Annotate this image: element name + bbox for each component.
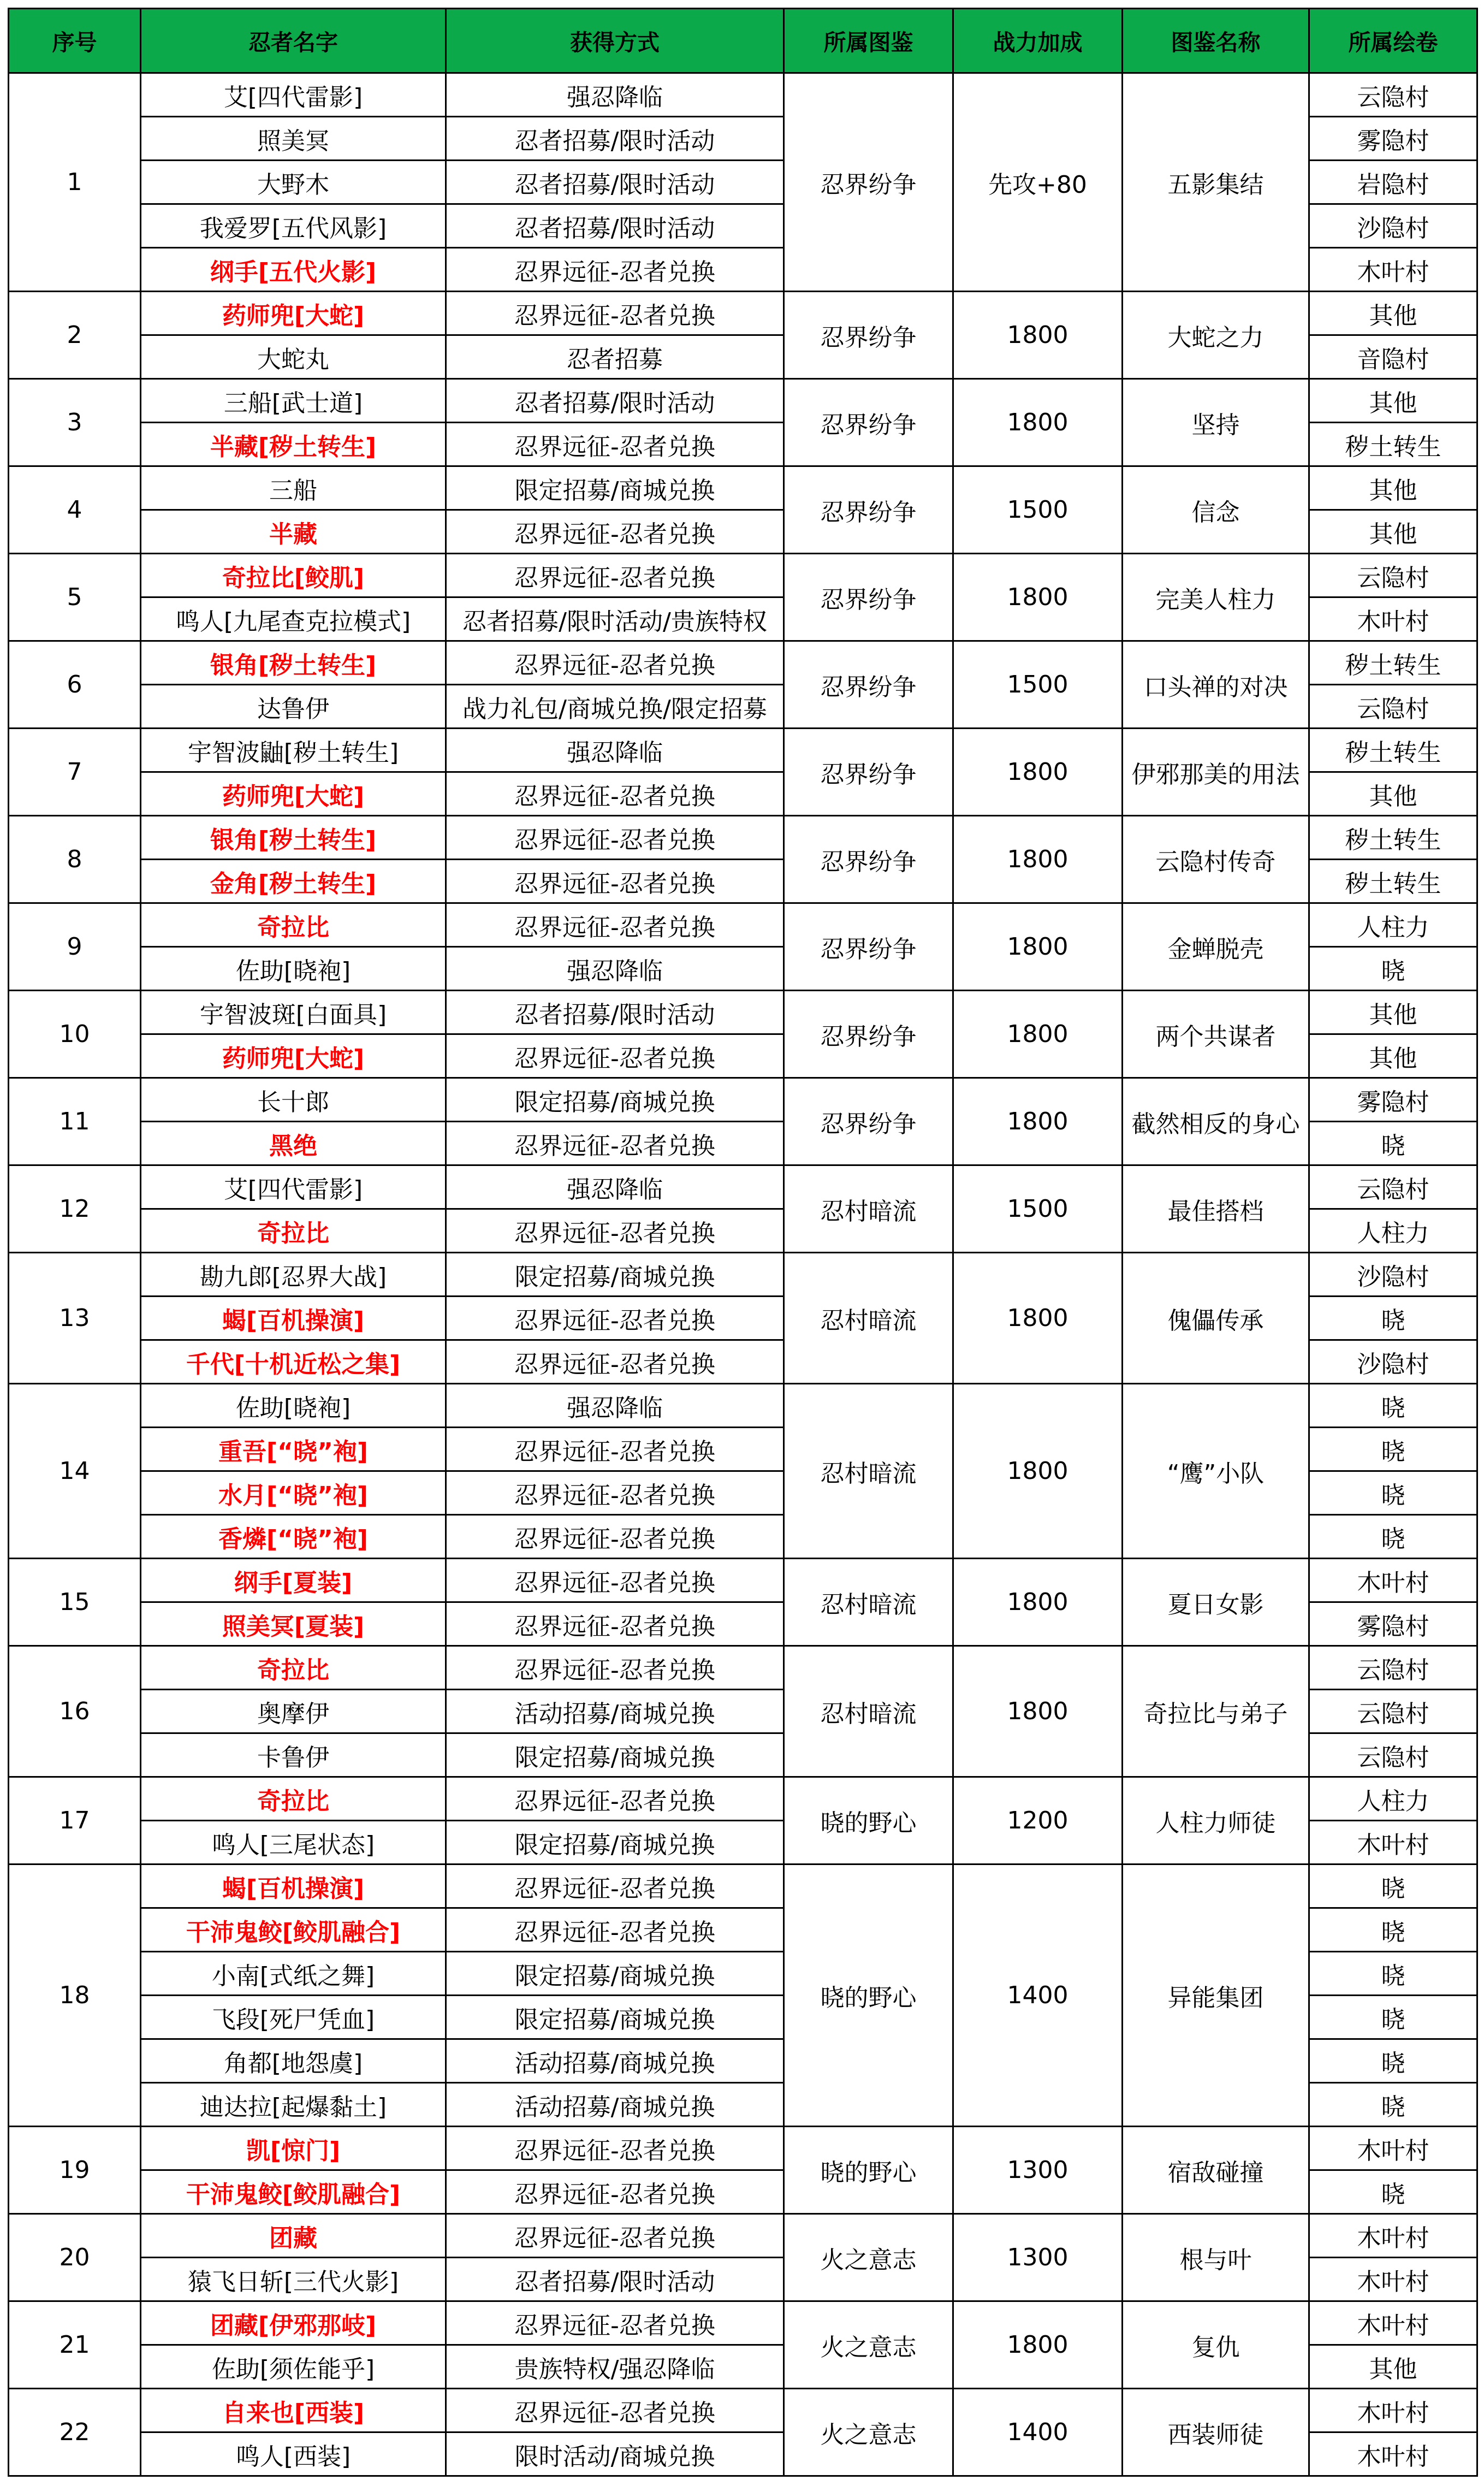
album: 忍界纷争 bbox=[784, 466, 953, 554]
album: 晓的野心 bbox=[784, 1864, 953, 2127]
scroll-faction: 木叶村 bbox=[1309, 248, 1477, 292]
ninja-name: 水月[“晓”袍] bbox=[141, 1471, 446, 1515]
album: 忍村暗流 bbox=[784, 1559, 953, 1646]
obtain-method: 忍者招募/限时活动 bbox=[446, 204, 784, 248]
obtain-method: 忍者招募/限时活动 bbox=[446, 161, 784, 204]
ninja-name: 艾[四代雷影] bbox=[141, 1165, 446, 1209]
table-row bbox=[9, 816, 1477, 860]
scroll-faction: 晓 bbox=[1309, 1908, 1477, 1952]
scroll-faction: 云隐村 bbox=[1309, 685, 1477, 729]
header-scroll: 所属绘卷 bbox=[1309, 9, 1477, 73]
ninja-name: 鸣人[西装] bbox=[141, 2432, 446, 2476]
row-index: 13 bbox=[9, 1253, 141, 1384]
obtain-method: 忍界远征-忍者兑换 bbox=[446, 816, 784, 860]
scroll-faction: 云隐村 bbox=[1309, 1690, 1477, 1733]
row-index: 11 bbox=[9, 1078, 141, 1165]
scroll-faction: 雾隐村 bbox=[1309, 117, 1477, 161]
ninja-name: 宇智波鼬[秽土转生] bbox=[141, 729, 446, 772]
ninja-name: 香燐[“晓”袍] bbox=[141, 1515, 446, 1559]
scroll-faction: 晓 bbox=[1309, 1122, 1477, 1165]
ninja-name: 干沛鬼鲛[鲛肌融合] bbox=[141, 2170, 446, 2214]
obtain-method: 忍界远征-忍者兑换 bbox=[446, 2170, 784, 2214]
obtain-method: 忍界远征-忍者兑换 bbox=[446, 903, 784, 947]
obtain-method: 忍界远征-忍者兑换 bbox=[446, 1777, 784, 1821]
obtain-method: 忍界远征-忍者兑换 bbox=[446, 1209, 784, 1253]
scroll-faction: 岩隐村 bbox=[1309, 161, 1477, 204]
album: 忍村暗流 bbox=[784, 1384, 953, 1559]
row-index: 16 bbox=[9, 1646, 141, 1777]
scroll-faction: 木叶村 bbox=[1309, 2432, 1477, 2476]
ninja-name: 鸣人[九尾查克拉模式] bbox=[141, 597, 446, 641]
table-row bbox=[9, 2214, 1477, 2258]
album-name: 信念 bbox=[1123, 466, 1309, 554]
scroll-faction: 木叶村 bbox=[1309, 2301, 1477, 2345]
obtain-method: 忍界远征-忍者兑换 bbox=[446, 1908, 784, 1952]
ninja-name: 半藏 bbox=[141, 510, 446, 554]
album: 忍界纷争 bbox=[784, 903, 953, 991]
obtain-method: 忍界远征-忍者兑换 bbox=[446, 1340, 784, 1384]
power-bonus: 1500 bbox=[953, 1165, 1123, 1253]
album: 忍界纷争 bbox=[784, 816, 953, 903]
album: 晓的野心 bbox=[784, 2127, 953, 2214]
ninja-album-table bbox=[8, 8, 1478, 2477]
scroll-faction: 木叶村 bbox=[1309, 597, 1477, 641]
scroll-faction: 木叶村 bbox=[1309, 2258, 1477, 2301]
table-row bbox=[9, 73, 1477, 117]
power-bonus: 1200 bbox=[953, 1777, 1123, 1864]
album-name: 宿敌碰撞 bbox=[1123, 2127, 1309, 2214]
row-index: 22 bbox=[9, 2389, 141, 2476]
album: 忍界纷争 bbox=[784, 729, 953, 816]
ninja-name: 宇智波斑[白面具] bbox=[141, 991, 446, 1034]
row-index: 19 bbox=[9, 2127, 141, 2214]
obtain-method: 限定招募/商城兑换 bbox=[446, 1996, 784, 2039]
album-name: 坚持 bbox=[1123, 379, 1309, 466]
obtain-method: 忍界远征-忍者兑换 bbox=[446, 2214, 784, 2258]
ninja-name: 三船[武士道] bbox=[141, 379, 446, 423]
obtain-method: 忍者招募/限时活动 bbox=[446, 991, 784, 1034]
album: 忍界纷争 bbox=[784, 73, 953, 292]
row-index: 2 bbox=[9, 292, 141, 379]
album-name: 云隐村传奇 bbox=[1123, 816, 1309, 903]
ninja-name: 蝎[百机操演] bbox=[141, 1297, 446, 1340]
ninja-name: 银角[秽土转生] bbox=[141, 641, 446, 685]
scroll-faction: 秽土转生 bbox=[1309, 860, 1477, 903]
album: 忍界纷争 bbox=[784, 379, 953, 466]
power-bonus: 1800 bbox=[953, 1253, 1123, 1384]
ninja-name: 角都[地怨虞] bbox=[141, 2039, 446, 2083]
ninja-name: 照美冥[夏装] bbox=[141, 1602, 446, 1646]
obtain-method: 活动招募/商城兑换 bbox=[446, 2039, 784, 2083]
header-album: 所属图鉴 bbox=[784, 9, 953, 73]
scroll-faction: 人柱力 bbox=[1309, 1777, 1477, 1821]
power-bonus: 1800 bbox=[953, 1078, 1123, 1165]
ninja-name: 金角[秽土转生] bbox=[141, 860, 446, 903]
ninja-name: 干沛鬼鲛[鲛肌融合] bbox=[141, 1908, 446, 1952]
scroll-faction: 秽土转生 bbox=[1309, 641, 1477, 685]
album: 忍村暗流 bbox=[784, 1646, 953, 1777]
ninja-name: 奇拉比 bbox=[141, 1646, 446, 1690]
row-index: 6 bbox=[9, 641, 141, 729]
album-name: 最佳搭档 bbox=[1123, 1165, 1309, 1253]
table-header bbox=[9, 9, 1477, 73]
album-name: 口头禅的对决 bbox=[1123, 641, 1309, 729]
ninja-name: 佐助[晓袍] bbox=[141, 1384, 446, 1428]
power-bonus: 1300 bbox=[953, 2127, 1123, 2214]
power-bonus: 1800 bbox=[953, 1646, 1123, 1777]
scroll-faction: 秽土转生 bbox=[1309, 729, 1477, 772]
album: 晓的野心 bbox=[784, 1777, 953, 1864]
album: 忍界纷争 bbox=[784, 991, 953, 1078]
table-row bbox=[9, 1078, 1477, 1122]
album-name: 异能集团 bbox=[1123, 1864, 1309, 2127]
table-row bbox=[9, 379, 1477, 423]
obtain-method: 忍界远征-忍者兑换 bbox=[446, 510, 784, 554]
scroll-faction: 云隐村 bbox=[1309, 554, 1477, 597]
power-bonus: 1800 bbox=[953, 816, 1123, 903]
album: 火之意志 bbox=[784, 2301, 953, 2389]
row-index: 9 bbox=[9, 903, 141, 991]
row-index: 3 bbox=[9, 379, 141, 466]
ninja-name: 照美冥 bbox=[141, 117, 446, 161]
scroll-faction: 晓 bbox=[1309, 1471, 1477, 1515]
obtain-method: 强忍降临 bbox=[446, 729, 784, 772]
ninja-name: 自来也[西装] bbox=[141, 2389, 446, 2432]
scroll-faction: 沙隐村 bbox=[1309, 1253, 1477, 1297]
ninja-name: 奇拉比 bbox=[141, 1777, 446, 1821]
scroll-faction: 晓 bbox=[1309, 1297, 1477, 1340]
row-index: 12 bbox=[9, 1165, 141, 1253]
scroll-faction: 木叶村 bbox=[1309, 1821, 1477, 1864]
ninja-name: 药师兜[大蛇] bbox=[141, 292, 446, 335]
power-bonus: 1800 bbox=[953, 2301, 1123, 2389]
scroll-faction: 人柱力 bbox=[1309, 903, 1477, 947]
ninja-name: 大野木 bbox=[141, 161, 446, 204]
scroll-faction: 晓 bbox=[1309, 2039, 1477, 2083]
ninja-name: 迪达拉[起爆黏土] bbox=[141, 2083, 446, 2127]
ninja-name: 勘九郎[忍界大战] bbox=[141, 1253, 446, 1297]
ninja-name: 佐助[晓袍] bbox=[141, 947, 446, 991]
scroll-faction: 晓 bbox=[1309, 2170, 1477, 2214]
obtain-method: 忍界远征-忍者兑换 bbox=[446, 772, 784, 816]
obtain-method: 忍界远征-忍者兑换 bbox=[446, 248, 784, 292]
obtain-method: 限定招募/商城兑换 bbox=[446, 1253, 784, 1297]
row-index: 4 bbox=[9, 466, 141, 554]
row-index: 8 bbox=[9, 816, 141, 903]
obtain-method: 忍界远征-忍者兑换 bbox=[446, 1559, 784, 1602]
album-name: 夏日女影 bbox=[1123, 1559, 1309, 1646]
album: 火之意志 bbox=[784, 2214, 953, 2301]
scroll-faction: 其他 bbox=[1309, 466, 1477, 510]
obtain-method: 忍界远征-忍者兑换 bbox=[446, 1471, 784, 1515]
album-name: 奇拉比与弟子 bbox=[1123, 1646, 1309, 1777]
scroll-faction: 晓 bbox=[1309, 1428, 1477, 1471]
table-row bbox=[9, 1646, 1477, 1690]
table-row bbox=[9, 1777, 1477, 1821]
scroll-faction: 其他 bbox=[1309, 2345, 1477, 2389]
power-bonus: 1800 bbox=[953, 729, 1123, 816]
table-row bbox=[9, 466, 1477, 510]
obtain-method: 强忍降临 bbox=[446, 73, 784, 117]
album: 忍界纷争 bbox=[784, 292, 953, 379]
scroll-faction: 雾隐村 bbox=[1309, 1078, 1477, 1122]
table-row bbox=[9, 292, 1477, 335]
obtain-method: 忍界远征-忍者兑换 bbox=[446, 2389, 784, 2432]
ninja-name: 黑绝 bbox=[141, 1122, 446, 1165]
album-name: 根与叶 bbox=[1123, 2214, 1309, 2301]
scroll-faction: 木叶村 bbox=[1309, 2389, 1477, 2432]
table-row bbox=[9, 2301, 1477, 2345]
row-index: 1 bbox=[9, 73, 141, 292]
obtain-method: 忍界远征-忍者兑换 bbox=[446, 860, 784, 903]
table-row bbox=[9, 554, 1477, 597]
scroll-faction: 沙隐村 bbox=[1309, 1340, 1477, 1384]
album-name: 西装师徒 bbox=[1123, 2389, 1309, 2476]
album-name: 人柱力师徒 bbox=[1123, 1777, 1309, 1864]
obtain-method: 限定招募/商城兑换 bbox=[446, 1952, 784, 1996]
row-index: 21 bbox=[9, 2301, 141, 2389]
table-row bbox=[9, 729, 1477, 772]
obtain-method: 忍界远征-忍者兑换 bbox=[446, 1428, 784, 1471]
obtain-method: 忍界远征-忍者兑换 bbox=[446, 2301, 784, 2345]
ninja-name: 长十郎 bbox=[141, 1078, 446, 1122]
album: 忍界纷争 bbox=[784, 641, 953, 729]
table-row bbox=[9, 2389, 1477, 2432]
row-index: 5 bbox=[9, 554, 141, 641]
power-bonus: 1400 bbox=[953, 1864, 1123, 2127]
obtain-method: 忍界远征-忍者兑换 bbox=[446, 1864, 784, 1908]
album: 忍村暗流 bbox=[784, 1165, 953, 1253]
obtain-method: 忍者招募/限时活动 bbox=[446, 117, 784, 161]
row-index: 17 bbox=[9, 1777, 141, 1864]
ninja-name: 奥摩伊 bbox=[141, 1690, 446, 1733]
scroll-faction: 雾隐村 bbox=[1309, 1602, 1477, 1646]
power-bonus: 1800 bbox=[953, 903, 1123, 991]
scroll-faction: 晓 bbox=[1309, 2083, 1477, 2127]
obtain-method: 忍界远征-忍者兑换 bbox=[446, 2127, 784, 2170]
album-name: 金蝉脱壳 bbox=[1123, 903, 1309, 991]
scroll-faction: 晓 bbox=[1309, 947, 1477, 991]
ninja-name: 小南[式纸之舞] bbox=[141, 1952, 446, 1996]
header-power-bonus: 战力加成 bbox=[953, 9, 1123, 73]
scroll-faction: 秽土转生 bbox=[1309, 423, 1477, 466]
obtain-method: 忍界远征-忍者兑换 bbox=[446, 1602, 784, 1646]
scroll-faction: 晓 bbox=[1309, 1996, 1477, 2039]
album-name: 截然相反的身心 bbox=[1123, 1078, 1309, 1165]
scroll-faction: 云隐村 bbox=[1309, 1165, 1477, 1209]
ninja-name: 纲手[五代火影] bbox=[141, 248, 446, 292]
ninja-name: 奇拉比 bbox=[141, 1209, 446, 1253]
album-name: 五影集结 bbox=[1123, 73, 1309, 292]
scroll-faction: 其他 bbox=[1309, 510, 1477, 554]
scroll-faction: 其他 bbox=[1309, 379, 1477, 423]
scroll-faction: 音隐村 bbox=[1309, 335, 1477, 379]
album-name: 伊邪那美的用法 bbox=[1123, 729, 1309, 816]
ninja-name: 药师兜[大蛇] bbox=[141, 772, 446, 816]
ninja-name: 奇拉比[鲛肌] bbox=[141, 554, 446, 597]
obtain-method: 战力礼包/商城兑换/限定招募 bbox=[446, 685, 784, 729]
ninja-name: 达鲁伊 bbox=[141, 685, 446, 729]
obtain-method: 忍者招募/限时活动 bbox=[446, 2258, 784, 2301]
obtain-method: 强忍降临 bbox=[446, 947, 784, 991]
ninja-name: 半藏[秽土转生] bbox=[141, 423, 446, 466]
obtain-method: 忍界远征-忍者兑换 bbox=[446, 1034, 784, 1078]
obtain-method: 忍界远征-忍者兑换 bbox=[446, 554, 784, 597]
header-album-name: 图鉴名称 bbox=[1123, 9, 1309, 73]
ninja-name: 银角[秽土转生] bbox=[141, 816, 446, 860]
ninja-name: 重吾[“晓”袍] bbox=[141, 1428, 446, 1471]
header-obtain-method: 获得方式 bbox=[446, 9, 784, 73]
power-bonus: 1800 bbox=[953, 1559, 1123, 1646]
power-bonus: 1500 bbox=[953, 641, 1123, 729]
obtain-method: 忍者招募 bbox=[446, 335, 784, 379]
album-name: “鹰”小队 bbox=[1123, 1384, 1309, 1559]
album-name: 两个共谋者 bbox=[1123, 991, 1309, 1078]
obtain-method: 忍界远征-忍者兑换 bbox=[446, 1515, 784, 1559]
scroll-faction: 晓 bbox=[1309, 1515, 1477, 1559]
album: 忍界纷争 bbox=[784, 1078, 953, 1165]
scroll-faction: 云隐村 bbox=[1309, 1646, 1477, 1690]
obtain-method: 忍界远征-忍者兑换 bbox=[446, 1122, 784, 1165]
ninja-name: 千代[十机近松之集] bbox=[141, 1340, 446, 1384]
scroll-faction: 其他 bbox=[1309, 1034, 1477, 1078]
table-row bbox=[9, 2127, 1477, 2170]
table-row bbox=[9, 1864, 1477, 1908]
ninja-name: 团藏 bbox=[141, 2214, 446, 2258]
scroll-faction: 木叶村 bbox=[1309, 1559, 1477, 1602]
scroll-faction: 人柱力 bbox=[1309, 1209, 1477, 1253]
header-index: 序号 bbox=[9, 9, 141, 73]
scroll-faction: 晓 bbox=[1309, 1952, 1477, 1996]
obtain-method: 忍界远征-忍者兑换 bbox=[446, 641, 784, 685]
ninja-name: 佐助[须佐能乎] bbox=[141, 2345, 446, 2389]
row-index: 7 bbox=[9, 729, 141, 816]
ninja-name: 凯[惊门] bbox=[141, 2127, 446, 2170]
obtain-method: 限时活动/商城兑换 bbox=[446, 2432, 784, 2476]
ninja-name: 飞段[死尸凭血] bbox=[141, 1996, 446, 2039]
ninja-name: 我爱罗[五代风影] bbox=[141, 204, 446, 248]
obtain-method: 活动招募/商城兑换 bbox=[446, 1690, 784, 1733]
obtain-method: 活动招募/商城兑换 bbox=[446, 2083, 784, 2127]
ninja-name: 奇拉比 bbox=[141, 903, 446, 947]
table-row bbox=[9, 1165, 1477, 1209]
obtain-method: 限定招募/商城兑换 bbox=[446, 466, 784, 510]
obtain-method: 忍者招募/限时活动 bbox=[446, 379, 784, 423]
ninja-name: 药师兜[大蛇] bbox=[141, 1034, 446, 1078]
ninja-name: 猿飞日斩[三代火影] bbox=[141, 2258, 446, 2301]
power-bonus: 1300 bbox=[953, 2214, 1123, 2301]
scroll-faction: 云隐村 bbox=[1309, 1733, 1477, 1777]
power-bonus: 1800 bbox=[953, 292, 1123, 379]
obtain-method: 忍界远征-忍者兑换 bbox=[446, 1297, 784, 1340]
table-row bbox=[9, 1559, 1477, 1602]
scroll-faction: 其他 bbox=[1309, 991, 1477, 1034]
ninja-name: 鸣人[三尾状态] bbox=[141, 1821, 446, 1864]
obtain-method: 贵族特权/强忍降临 bbox=[446, 2345, 784, 2389]
ninja-name: 纲手[夏装] bbox=[141, 1559, 446, 1602]
ninja-name: 大蛇丸 bbox=[141, 335, 446, 379]
scroll-faction: 秽土转生 bbox=[1309, 816, 1477, 860]
ninja-name: 艾[四代雷影] bbox=[141, 73, 446, 117]
header-ninja-name: 忍者名字 bbox=[141, 9, 446, 73]
ninja-name: 蝎[百机操演] bbox=[141, 1864, 446, 1908]
obtain-method: 限定招募/商城兑换 bbox=[446, 1821, 784, 1864]
obtain-method: 忍者招募/限时活动/贵族特权 bbox=[446, 597, 784, 641]
scroll-faction: 其他 bbox=[1309, 292, 1477, 335]
scroll-faction: 晓 bbox=[1309, 1384, 1477, 1428]
album-name: 完美人柱力 bbox=[1123, 554, 1309, 641]
table-row bbox=[9, 903, 1477, 947]
power-bonus: 1800 bbox=[953, 379, 1123, 466]
power-bonus: 1800 bbox=[953, 1384, 1123, 1559]
table-row bbox=[9, 1253, 1477, 1297]
ninja-name: 三船 bbox=[141, 466, 446, 510]
scroll-faction: 晓 bbox=[1309, 1864, 1477, 1908]
obtain-method: 忍界远征-忍者兑换 bbox=[446, 423, 784, 466]
scroll-faction: 木叶村 bbox=[1309, 2127, 1477, 2170]
ninja-album-table-container bbox=[8, 8, 1476, 2477]
obtain-method: 强忍降临 bbox=[446, 1384, 784, 1428]
power-bonus: 先攻+80 bbox=[953, 73, 1123, 292]
power-bonus: 1800 bbox=[953, 554, 1123, 641]
album: 忍村暗流 bbox=[784, 1253, 953, 1384]
table-row bbox=[9, 1384, 1477, 1428]
power-bonus: 1400 bbox=[953, 2389, 1123, 2476]
obtain-method: 限定招募/商城兑换 bbox=[446, 1078, 784, 1122]
obtain-method: 忍界远征-忍者兑换 bbox=[446, 1646, 784, 1690]
row-index: 10 bbox=[9, 991, 141, 1078]
header-row bbox=[9, 9, 1477, 73]
scroll-faction: 云隐村 bbox=[1309, 73, 1477, 117]
album-name: 傀儡传承 bbox=[1123, 1253, 1309, 1384]
power-bonus: 1500 bbox=[953, 466, 1123, 554]
scroll-faction: 木叶村 bbox=[1309, 2214, 1477, 2258]
scroll-faction: 其他 bbox=[1309, 772, 1477, 816]
table-body bbox=[9, 73, 1477, 2476]
table-row bbox=[9, 991, 1477, 1034]
obtain-method: 强忍降临 bbox=[446, 1165, 784, 1209]
album: 忍界纷争 bbox=[784, 554, 953, 641]
row-index: 20 bbox=[9, 2214, 141, 2301]
table-row bbox=[9, 641, 1477, 685]
scroll-faction: 沙隐村 bbox=[1309, 204, 1477, 248]
row-index: 18 bbox=[9, 1864, 141, 2127]
obtain-method: 限定招募/商城兑换 bbox=[446, 1733, 784, 1777]
row-index: 14 bbox=[9, 1384, 141, 1559]
album-name: 复仇 bbox=[1123, 2301, 1309, 2389]
ninja-name: 团藏[伊邪那岐] bbox=[141, 2301, 446, 2345]
row-index: 15 bbox=[9, 1559, 141, 1646]
ninja-name: 卡鲁伊 bbox=[141, 1733, 446, 1777]
power-bonus: 1800 bbox=[953, 991, 1123, 1078]
album-name: 大蛇之力 bbox=[1123, 292, 1309, 379]
album: 火之意志 bbox=[784, 2389, 953, 2476]
obtain-method: 忍界远征-忍者兑换 bbox=[446, 292, 784, 335]
